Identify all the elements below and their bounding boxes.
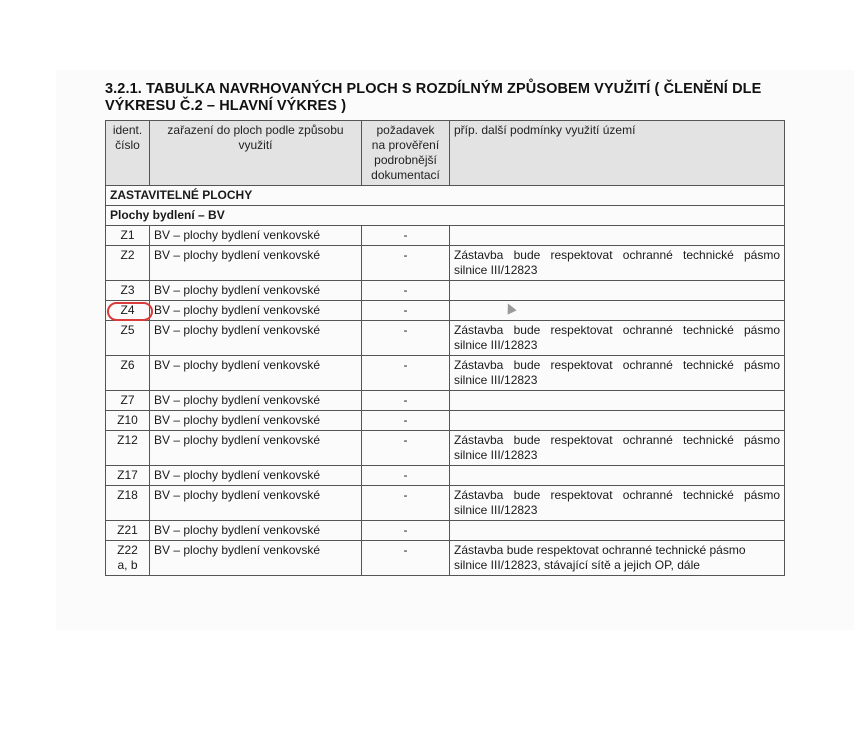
use-cell: BV – plochy bydlení venkovské [150,466,362,486]
conditions-cell: Zástavba bude respektovat ochranné technické pásmo silnice III/12823 [450,321,785,356]
requirement-cell: - [362,321,450,356]
use-cell: BV – plochy bydlení venkovské [150,226,362,246]
requirement-cell: - [362,541,450,576]
conditions-cell: Zástavba bude respektovat ochranné technické pásmo silnice III/12823 [450,486,785,521]
ident-cell: Z1 [106,226,150,246]
conditions-cell [450,411,785,431]
table-row [106,431,785,466]
table-row [106,521,785,541]
conditions-cell: Zástavba bude respektovat ochranné technické pásmo silnice III/12823 [450,246,785,281]
use-cell: BV – plochy bydlení venkovské [150,411,362,431]
conditions-cell [450,391,785,411]
ident-cell: Z10 [106,411,150,431]
use-cell: BV – plochy bydlení venkovské [150,391,362,411]
conditions-cell [450,521,785,541]
requirement-cell: - [362,466,450,486]
areas-table [105,120,785,576]
requirement-cell: - [362,391,450,411]
table-row [106,486,785,521]
use-cell: BV – plochy bydlení venkovské [150,431,362,466]
table-row [106,281,785,301]
table-row [106,356,785,391]
table-row [106,391,785,411]
conditions-cell [450,301,785,321]
ident-cell: Z5 [106,321,150,356]
ident-cell: Z7 [106,391,150,411]
ident-cell: Z6 [106,356,150,391]
header-conditions: příp. další podmínky využití území [450,121,785,186]
use-cell: BV – plochy bydlení venkovské [150,246,362,281]
conditions-cell: Zástavba bude respektovat ochranné technické pásmo silnice III/12823 [450,356,785,391]
table-row [106,321,785,356]
ident-cell: Z2 [106,246,150,281]
ident-cell: Z18 [106,486,150,521]
use-cell: BV – plochy bydlení venkovské [150,356,362,391]
table-row [106,246,785,281]
red-circle-annotation [107,302,153,321]
requirement-cell: - [362,246,450,281]
table-row [106,411,785,431]
ident-cell: Z21 [106,521,150,541]
subsection-label: Plochy bydlení – BV [106,206,785,226]
table-row [106,466,785,486]
ident-cell: Z4 [106,301,150,321]
requirement-cell: - [362,486,450,521]
conditions-cell [450,466,785,486]
requirement-cell: - [362,356,450,391]
table-row [106,541,785,576]
ident-cell: Z22 a, b [106,541,150,576]
table-title: 3.2.1. TABULKA NAVRHOVANÝCH PLOCH S ROZDÍLNÝM ZPŮSOBEM VYUŽITÍ ( ČLENĚNÍ DLE VÝKRESU Č.2 – HLAVNÍ VÝKRES ) [105,81,762,114]
requirement-cell: - [362,301,450,321]
requirement-cell: - [362,226,450,246]
use-cell: BV – plochy bydlení venkovské [150,486,362,521]
use-cell: BV – plochy bydlení venkovské [150,281,362,301]
conditions-cell: Zástavba bude respektovat ochranné technické pásmo silnice III/12823, stávající sítě a jejich OP, dále [450,541,785,576]
ident-cell: Z3 [106,281,150,301]
use-cell: BV – plochy bydlení venkovské [150,301,362,321]
header-requirement: požadavek na prověření podrobnější dokumentací [362,121,450,186]
requirement-cell: - [362,431,450,466]
requirement-cell: - [362,411,450,431]
use-cell: BV – plochy bydlení venkovské [150,541,362,576]
conditions-cell: Zástavba bude respektovat ochranné technické pásmo silnice III/12823 [450,431,785,466]
conditions-cell [450,226,785,246]
section-label: ZASTAVITELNÉ PLOCHY [106,186,785,206]
table-row [106,301,785,321]
header-ident: ident. číslo [106,121,150,186]
requirement-cell: - [362,521,450,541]
ident-cell: Z12 [106,431,150,466]
requirement-cell: - [362,281,450,301]
use-cell: BV – plochy bydlení venkovské [150,521,362,541]
conditions-cell [450,281,785,301]
table-row [106,226,785,246]
use-cell: BV – plochy bydlení venkovské [150,321,362,356]
ident-cell: Z17 [106,466,150,486]
section-row [106,186,785,206]
subsection-row [106,206,785,226]
table-header-row [106,121,785,186]
header-use: zařazení do ploch podle způsobu využití [150,121,362,186]
